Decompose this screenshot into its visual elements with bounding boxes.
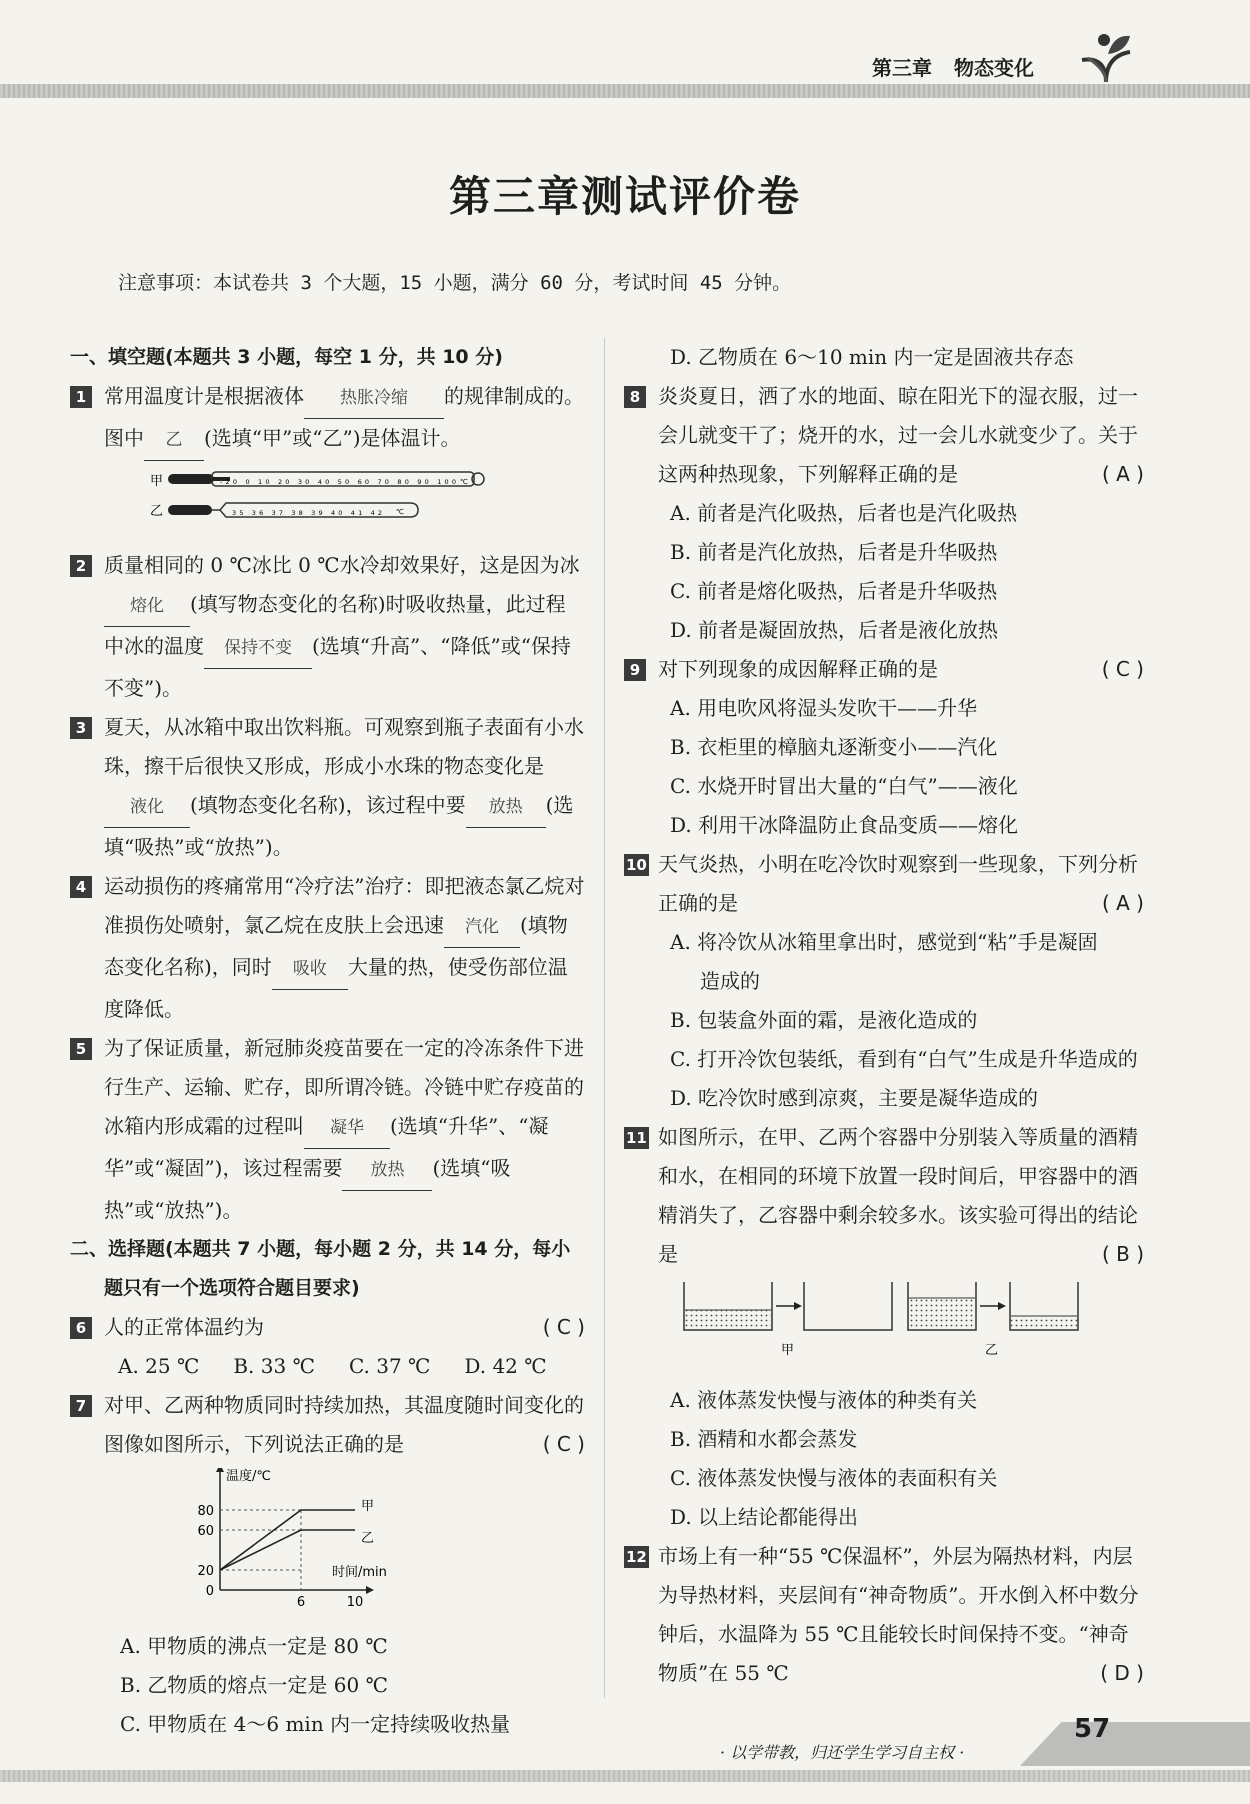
- y-tick-label: 80: [197, 1504, 214, 1519]
- y-tick-label: 20: [197, 1564, 214, 1579]
- option-d: D. 以上结论都能得出: [670, 1505, 859, 1529]
- question-number: 5: [70, 1038, 92, 1060]
- header-chapter: [872, 52, 1034, 81]
- option: C. 37 ℃: [348, 1354, 431, 1378]
- option: A. 25 ℃: [118, 1354, 200, 1378]
- thermometer-unit-b: ℃: [396, 508, 404, 516]
- right-column: [624, 338, 1144, 1693]
- question-text: 为了保证质量，新冠肺炎疫苗要在一定的冷冻条件下进行生产、运输、贮存，即所谓冷链。冷链中贮存疫苗的冰箱内形成霜的过程叫: [104, 1036, 584, 1138]
- footer-bar: [0, 1770, 1250, 1782]
- thermometer-unit-a: ℃: [460, 478, 468, 486]
- answer-blank: 放热: [466, 788, 546, 828]
- question-number: 2: [70, 555, 92, 577]
- section-heading-line: 题只有一个选项符合题目要求): [104, 1277, 360, 1299]
- option-b: B. 衣柜里的樟脑丸逐渐变小——汽化: [670, 735, 998, 759]
- option-a: A. 用电吹风将湿头发吹干——升华: [670, 696, 978, 720]
- thermometer-label-b: 乙: [150, 504, 164, 519]
- question-number: 7: [70, 1395, 92, 1417]
- answer-choice: ( C ): [542, 1432, 585, 1456]
- question-text: 的规律制成的。图中: [104, 384, 584, 450]
- answer-choice: ( B ): [1101, 1242, 1144, 1266]
- question-number: 1: [70, 386, 92, 408]
- option-c: C. 打开冷饮包装纸，看到有“白气”生成是升华造成的: [670, 1047, 1138, 1071]
- option-b: B. 包装盒外面的霜，是液化造成的: [670, 1008, 978, 1032]
- series-line-乙: [220, 1530, 355, 1570]
- y-tick-label: 60: [197, 1524, 214, 1539]
- answer-choice: ( C ): [542, 1315, 585, 1339]
- question-text: 大量的热，使受伤部位温度降低。: [104, 955, 568, 1021]
- page-number-tab: [1020, 1722, 1250, 1766]
- question-text: 质量相同的 0 ℃冰比 0 ℃水冷却效果好，这是因为冰: [104, 553, 580, 577]
- option-c: C. 前者是熔化吸热，后者是升华吸热: [670, 579, 998, 603]
- left-column: [70, 338, 585, 1744]
- question-text: 夏天，从冰箱中取出饮料瓶。可观察到瓶子表面有小水珠，擦干后很快又形成，形成小水珠的物态变化是: [104, 715, 584, 778]
- answer-blank: 汽化: [444, 908, 520, 948]
- chapter-label: 第三章: [872, 56, 932, 80]
- question-text: 人的正常体温约为: [104, 1315, 264, 1339]
- answer-choice: ( A ): [1101, 462, 1144, 486]
- option-c: C. 甲物质在 4～6 min 内一定持续吸收热量: [120, 1712, 511, 1736]
- footer-slogan: · 以学带教，归还学生学习自主权 ·: [720, 1743, 965, 1762]
- question-text: (选填“甲”或“乙”)是体温计。: [204, 426, 461, 450]
- question-text: (填物态变化名称)，该过程中要: [190, 793, 466, 817]
- option-d: D. 吃冷饮时感到凉爽，主要是凝华造成的: [670, 1086, 1039, 1110]
- answer-choice: ( D ): [1100, 1661, 1144, 1685]
- question-number: 8: [624, 386, 646, 408]
- question-text: 对甲、乙两种物质同时持续加热，其温度随时间变化的图像如图所示，下列说法正确的是: [104, 1393, 584, 1456]
- question-number: 9: [624, 659, 646, 681]
- section-heading-line: 二、选择题(本题共 7 小题，每小题 2 分，共 14 分，每小: [70, 1238, 571, 1260]
- question-2: [70, 546, 585, 708]
- question-text: 市场上有一种“55 ℃保温杯”，外层为隔热材料，内层为导热材料，夹层间有“神奇物质”。开水倒入杯中数分钟后，水温降为 55 ℃且能较长时间保持不变。“神奇物质”在 55 ℃: [658, 1544, 1139, 1685]
- option-a-continued: 造成的: [700, 969, 760, 993]
- header-bar: [0, 84, 1250, 98]
- question-text: (选填“吸热”或“放热”)。: [104, 793, 574, 859]
- question-text: (选填“升高”、“降低”或“保持不变”)。: [104, 634, 571, 700]
- question-text: 天气炎热，小明在吃冷饮时观察到一些现象，下列分析正确的是: [658, 852, 1138, 915]
- question-5: [70, 1029, 585, 1230]
- question-9: [624, 650, 1144, 689]
- options-row: [70, 1347, 585, 1386]
- option-a: A. 前者是汽化吸热，后者也是汽化吸热: [670, 501, 1018, 525]
- book-leaf-icon: [1078, 30, 1134, 86]
- question-1: [70, 377, 585, 461]
- temperature-time-chart: [70, 1468, 585, 1608]
- arrow-icon: [998, 1302, 1006, 1310]
- option-a: A. 甲物质的沸点一定是 80 ℃: [120, 1634, 388, 1658]
- answer-choice: ( C ): [1101, 657, 1144, 681]
- answer-blank: 乙: [144, 421, 204, 461]
- y-tick-label: 0: [205, 1584, 214, 1599]
- question-text: 常用温度计是根据液体: [104, 384, 304, 408]
- option-c: C. 液体蒸发快慢与液体的表面积有关: [670, 1466, 998, 1490]
- question-number: 4: [70, 876, 92, 898]
- option-c: C. 水烧开时冒出大量的“白气”——液化: [670, 774, 1018, 798]
- question-3: [70, 708, 585, 867]
- series-label: 乙: [361, 1531, 375, 1546]
- question-number: 12: [626, 1548, 647, 1566]
- answer-blank: 吸收: [272, 950, 348, 990]
- container-label-a: 甲: [781, 1343, 795, 1358]
- answer-blank: 熔化: [104, 587, 190, 627]
- exam-notice: 注意事项：本试卷共 3 个大题，15 小题，满分 60 分，考试时间 45 分钟。: [118, 272, 792, 294]
- question-text: 炎炎夏日，洒了水的地面、晾在阳光下的湿衣服，过一会儿就变干了；烧开的水，过一会儿水就变少了。关于这两种热现象，下列解释正确的是: [658, 384, 1138, 486]
- section-heading-choice: [70, 1230, 585, 1308]
- y-axis-arrow: [216, 1468, 224, 1472]
- question-number: 3: [70, 717, 92, 739]
- x-axis-label: 时间/min: [332, 1565, 387, 1580]
- thermometer-figure: [70, 465, 585, 527]
- question-text: 运动损伤的疼痛常用“冷疗法”治疗：即把液态氯乙烷对准损伤处喷射，氯乙烷在皮肤上会迅速: [104, 874, 585, 937]
- question-8: [624, 377, 1144, 494]
- x-axis-arrow: [366, 1586, 374, 1594]
- evaporation-figure: [624, 1278, 1144, 1362]
- x-tick-label: 10: [346, 1595, 364, 1608]
- question-text: (填物态变化名称)，同时: [104, 913, 568, 979]
- question-text: (选填“吸热”或“放热”)。: [104, 1156, 511, 1222]
- chapter-topic: 物态变化: [954, 56, 1034, 80]
- option-b: B. 酒精和水都会蒸发: [670, 1427, 858, 1451]
- arrow-icon: [794, 1302, 802, 1310]
- column-divider: [604, 338, 605, 1698]
- question-text: (填写物态变化的名称)时吸收热量，此过程中冰的温度: [104, 592, 566, 658]
- option-d: D. 前者是凝固放热，后者是液化放热: [670, 618, 999, 642]
- option-b: B. 乙物质的熔点一定是 60 ℃: [120, 1673, 388, 1697]
- option-d: D. 乙物质在 6～10 min 内一定是固液共存态: [670, 345, 1074, 369]
- question-6: [70, 1308, 585, 1347]
- y-axis-label: 温度/℃: [226, 1469, 271, 1484]
- question-number: 6: [70, 1317, 92, 1339]
- option-a: A. 将冷饮从冰箱里拿出时，感觉到“粘”手是凝固: [670, 930, 1098, 954]
- question-number: 11: [626, 1129, 647, 1147]
- page-title: 第三章测试评价卷: [448, 172, 801, 221]
- container-after-a: [804, 1282, 892, 1330]
- thermometer-label-a: 甲: [150, 474, 164, 489]
- question-11: [624, 1118, 1144, 1274]
- option-d: D. 利用干冰降温防止食品变质——熔化: [670, 813, 1019, 837]
- section-heading-fill: 一、填空题(本题共 3 小题，每空 1 分，共 10 分): [70, 346, 503, 368]
- container-label-b: 乙: [985, 1343, 999, 1358]
- answer-choice: ( A ): [1101, 891, 1144, 915]
- option-a: A. 液体蒸发快慢与液体的种类有关: [670, 1388, 978, 1412]
- series-label: 甲: [361, 1499, 375, 1514]
- question-7: [70, 1386, 585, 1464]
- question-text: 如图所示，在甲、乙两个容器中分别装入等质量的酒精和水，在相同的环境下放置一段时间后，甲容器中的酒精消失了，乙容器中剩余较多水。该实验可得出的结论是: [658, 1125, 1138, 1266]
- question-12: [624, 1537, 1144, 1693]
- option: D. 42 ℃: [464, 1354, 547, 1378]
- question-10: [624, 845, 1144, 923]
- answer-blank: 凝华: [304, 1109, 390, 1149]
- question-text: (选填“升华”、“凝华”或“凝固”)，该过程需要: [104, 1114, 549, 1180]
- answer-blank: 热胀冷缩: [304, 379, 444, 419]
- question-text: 对下列现象的成因解释正确的是: [658, 657, 938, 681]
- series-line-甲: [220, 1510, 355, 1570]
- option: B. 33 ℃: [233, 1354, 315, 1378]
- page-number: 57: [1074, 1714, 1111, 1744]
- answer-blank: 液化: [104, 788, 190, 828]
- thermometer-ticks-b: 35 36 37 38 39 40 41 42: [232, 509, 382, 517]
- x-tick-label: 6: [296, 1595, 306, 1608]
- answer-blank: 放热: [342, 1151, 432, 1191]
- answer-blank: 保持不变: [204, 629, 312, 669]
- thermometer-ticks-a: -20 0 10 20 30 40 50 60 70 80 90 100: [220, 478, 457, 486]
- question-4: [70, 867, 585, 1029]
- question-number: 10: [626, 856, 647, 874]
- option-b: B. 前者是汽化放热，后者是升华吸热: [670, 540, 998, 564]
